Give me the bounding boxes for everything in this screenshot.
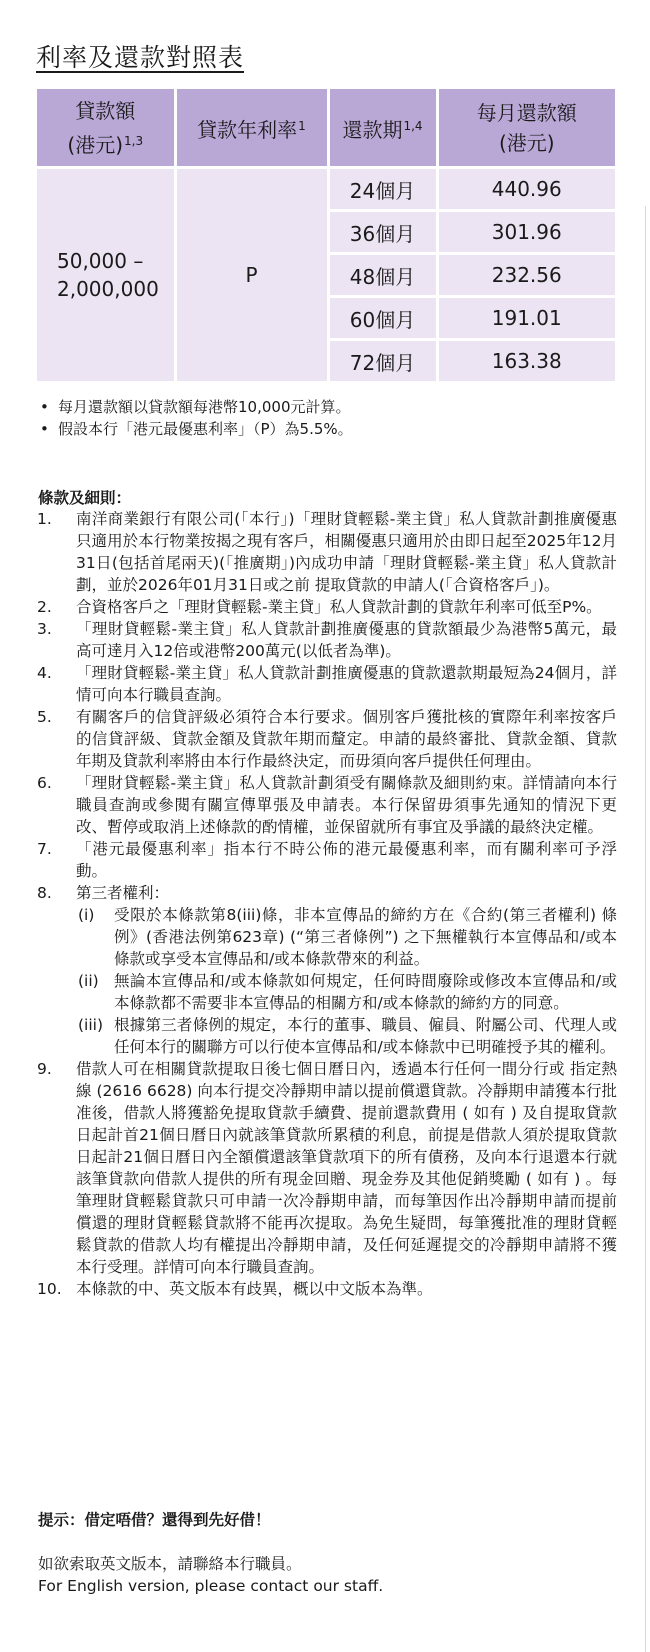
borrowing-tip: 提示：借定唔借？還得到先好借！ bbox=[38, 1511, 271, 1529]
tenor-cell: 72個月 bbox=[328, 340, 437, 383]
header-monthly-payment bbox=[437, 89, 615, 168]
term-item bbox=[37, 618, 617, 662]
term-number: 5. bbox=[37, 708, 52, 726]
terms-heading: 條款及細則： bbox=[38, 489, 132, 507]
header-footnote: 1,4 bbox=[403, 118, 423, 133]
header-label: 每月還款額 bbox=[476, 100, 577, 125]
term-text: 借款人可在相關貸款提取日後七個日曆日內，透過本行任何一間分行或 指定熱線 (2616 6628) 向本行提交冷靜期申請以提前償還貸款。冷靜期申請獲本行批准後，借款人將獲豁免提取貸款手續費、提前還款費用 ( 如有 ) 及自提取貸款日起計首21個日曆日內就該筆貸款所累積的利息，前提是借款人須於提取貸款日起計21個日曆日內全額償還該筆貸款項下的所有債務，及向本行退還本行就該筆貸款向借款人提供的所有現金回贈、現金券及其他促銷獎勵 ( 如有 ) 。每筆理財貸輕鬆貸款只可申請一次冷靜期申請，而每筆因作出冷靜期申請而提前償還的理財貸輕鬆貸款將不能再次提取。為免生疑問，每筆獲批准的理財貸輕鬆貸款的借款人均有權提出冷靜期申請，及任何延遲提交的冷靜期申請將不獲本行受理。詳情可向本行職員查詢。 bbox=[76, 1060, 617, 1276]
third-party-clause bbox=[76, 970, 617, 1014]
clause-number: (i) bbox=[78, 906, 95, 924]
table-notes bbox=[40, 396, 353, 440]
contact-info bbox=[38, 1553, 383, 1597]
contact-english: For English version, please contact our staff. bbox=[38, 1577, 384, 1595]
term-text: 合資格客戶之「理財貸輕鬆-業主貸」私人貸款計劃的貸款年利率可低至P%。 bbox=[76, 598, 602, 616]
header-label: 貸款年利率 bbox=[197, 117, 298, 142]
tenor-cell: 24個月 bbox=[328, 168, 437, 211]
term-item bbox=[37, 596, 617, 618]
term-item bbox=[37, 882, 617, 1058]
term-text: 「理財貸輕鬆-業主貸」私人貸款計劃推廣優惠的貸款額最少為港幣5萬元，最高可達月入12倍或港幣200萬元(以低者為準)。 bbox=[76, 620, 617, 660]
term-number: 7. bbox=[37, 840, 52, 858]
tenor-cell: 60個月 bbox=[328, 297, 437, 340]
term-text: 「理財貸輕鬆-業主貸」私人貸款計劃推廣優惠的貸款還款期最短為24個月，詳情可向本行職員查詢。 bbox=[76, 664, 617, 704]
tenor-cell: 36個月 bbox=[328, 211, 437, 254]
header-unit: (港元) bbox=[67, 132, 123, 157]
term-item bbox=[37, 706, 617, 772]
term-item bbox=[37, 508, 617, 596]
header-label: 還款期 bbox=[342, 117, 403, 142]
payment-cell: 440.96 bbox=[437, 168, 615, 211]
interest-rate-cell: P bbox=[175, 168, 328, 383]
header-label: 貸款額 bbox=[75, 98, 136, 123]
terms-list bbox=[37, 508, 617, 1300]
note-item: • 每月還款額以貸款額每港幣10,000元計算。 bbox=[40, 396, 353, 418]
term-text: 南洋商業銀行有限公司(「本行」)「理財貸輕鬆-業主貸」私人貸款計劃推廣優惠只適用於本行物業按揭之現有客戶，相關優惠只適用於由即日起至2025年12月31日(包括首尾兩天)(「推廣期」)內成功申請「理財貸輕鬆-業主貸」私人貸款計劃，並於2026年01月31日或之前 提取貸款的申請人(「合資格客戶」)。 bbox=[76, 510, 617, 594]
rate-repayment-table bbox=[37, 89, 615, 384]
clause-number: (ii) bbox=[78, 972, 99, 990]
payment-cell: 191.01 bbox=[437, 297, 615, 340]
header-footnote: 1 bbox=[298, 118, 306, 133]
contact-chinese: 如欲索取英文版本，請聯絡本行職員。 bbox=[38, 1555, 302, 1573]
term-text: 第三者權利： bbox=[76, 884, 170, 902]
page-title: 利率及還款對照表 bbox=[36, 43, 245, 72]
table-row bbox=[37, 168, 615, 211]
third-party-clause bbox=[76, 1014, 617, 1058]
term-item bbox=[37, 1058, 617, 1278]
loan-amount-cell bbox=[37, 168, 175, 383]
third-party-clause bbox=[76, 904, 617, 970]
header-tenor bbox=[328, 89, 437, 168]
note-item: • 假設本行「港元最優惠利率」（P）為5.5%。 bbox=[40, 418, 353, 440]
term-number: 8. bbox=[37, 884, 52, 902]
clause-number: (iii) bbox=[78, 1016, 104, 1034]
header-loan-amount bbox=[37, 89, 175, 168]
term-text: 「港元最優惠利率」指本行不時公佈的港元最優惠利率，而有關利率可予浮動。 bbox=[76, 840, 617, 880]
payment-cell: 232.56 bbox=[437, 254, 615, 297]
header-footnote: 1,3 bbox=[124, 133, 144, 148]
term-item bbox=[37, 838, 617, 882]
loan-amount-min: 50,000 – bbox=[57, 249, 144, 273]
header-unit: (港元) bbox=[498, 130, 555, 155]
term-item bbox=[37, 772, 617, 838]
term-text: 「理財貸輕鬆-業主貸」私人貸款計劃須受有關條款及細則約束。詳情請向本行職員查詢或參閱有關宣傳單張及申請表。本行保留毋須事先通知的情況下更改、暫停或取消上述條款的酌情權，並保留就所有事宜及爭議的最終決定權。 bbox=[76, 774, 617, 836]
clause-text: 受限於本條款第8(iii)條，非本宣傳品的締約方在《合約(第三者權利) 條例》(香港法例第623章) (“第三者條例”) 之下無權執行本宣傳品和/或本條款或享受本宣傳品和/或本條款帶來的利益。 bbox=[114, 906, 617, 968]
payment-cell: 163.38 bbox=[437, 340, 615, 383]
term-number: 6. bbox=[37, 774, 52, 792]
term-number: 3. bbox=[37, 620, 52, 638]
term-number: 10. bbox=[37, 1280, 62, 1298]
tenor-cell: 48個月 bbox=[328, 254, 437, 297]
term-item bbox=[37, 1278, 617, 1300]
header-interest-rate bbox=[175, 89, 328, 168]
clause-text: 根據第三者條例的規定，本行的董事、職員、僱員、附屬公司、代理人或任何本行的關聯方可以行使本宣傳品和/或本條款中已明確授予其的權利。 bbox=[114, 1016, 617, 1056]
term-number: 9. bbox=[37, 1060, 52, 1078]
term-number: 1. bbox=[37, 510, 52, 528]
term-number: 2. bbox=[37, 598, 52, 616]
term-number: 4. bbox=[37, 664, 52, 682]
term-text: 本條款的中、英文版本有歧異，概以中文版本為準。 bbox=[76, 1280, 433, 1298]
clause-text: 無論本宣傳品和/或本條款如何規定，任何時間廢除或修改本宣傳品和/或本條款都不需要非本宣傳品的相關方和/或本條款的締約方的同意。 bbox=[114, 972, 617, 1012]
loan-amount-max: 2,000,000 bbox=[57, 277, 159, 301]
page-right-rule bbox=[645, 206, 646, 1652]
payment-cell: 301.96 bbox=[437, 211, 615, 254]
term-item bbox=[37, 662, 617, 706]
term-text: 有關客戶的信貸評級必須符合本行要求。個別客戶獲批核的實際年利率按客戶的信貸評級、貸款金額及貸款年期而釐定。申請的最終審批、貸款金額、貸款年期及貸款利率將由本行作最終決定，而毋須向客戶提供任何理由。 bbox=[76, 708, 617, 770]
